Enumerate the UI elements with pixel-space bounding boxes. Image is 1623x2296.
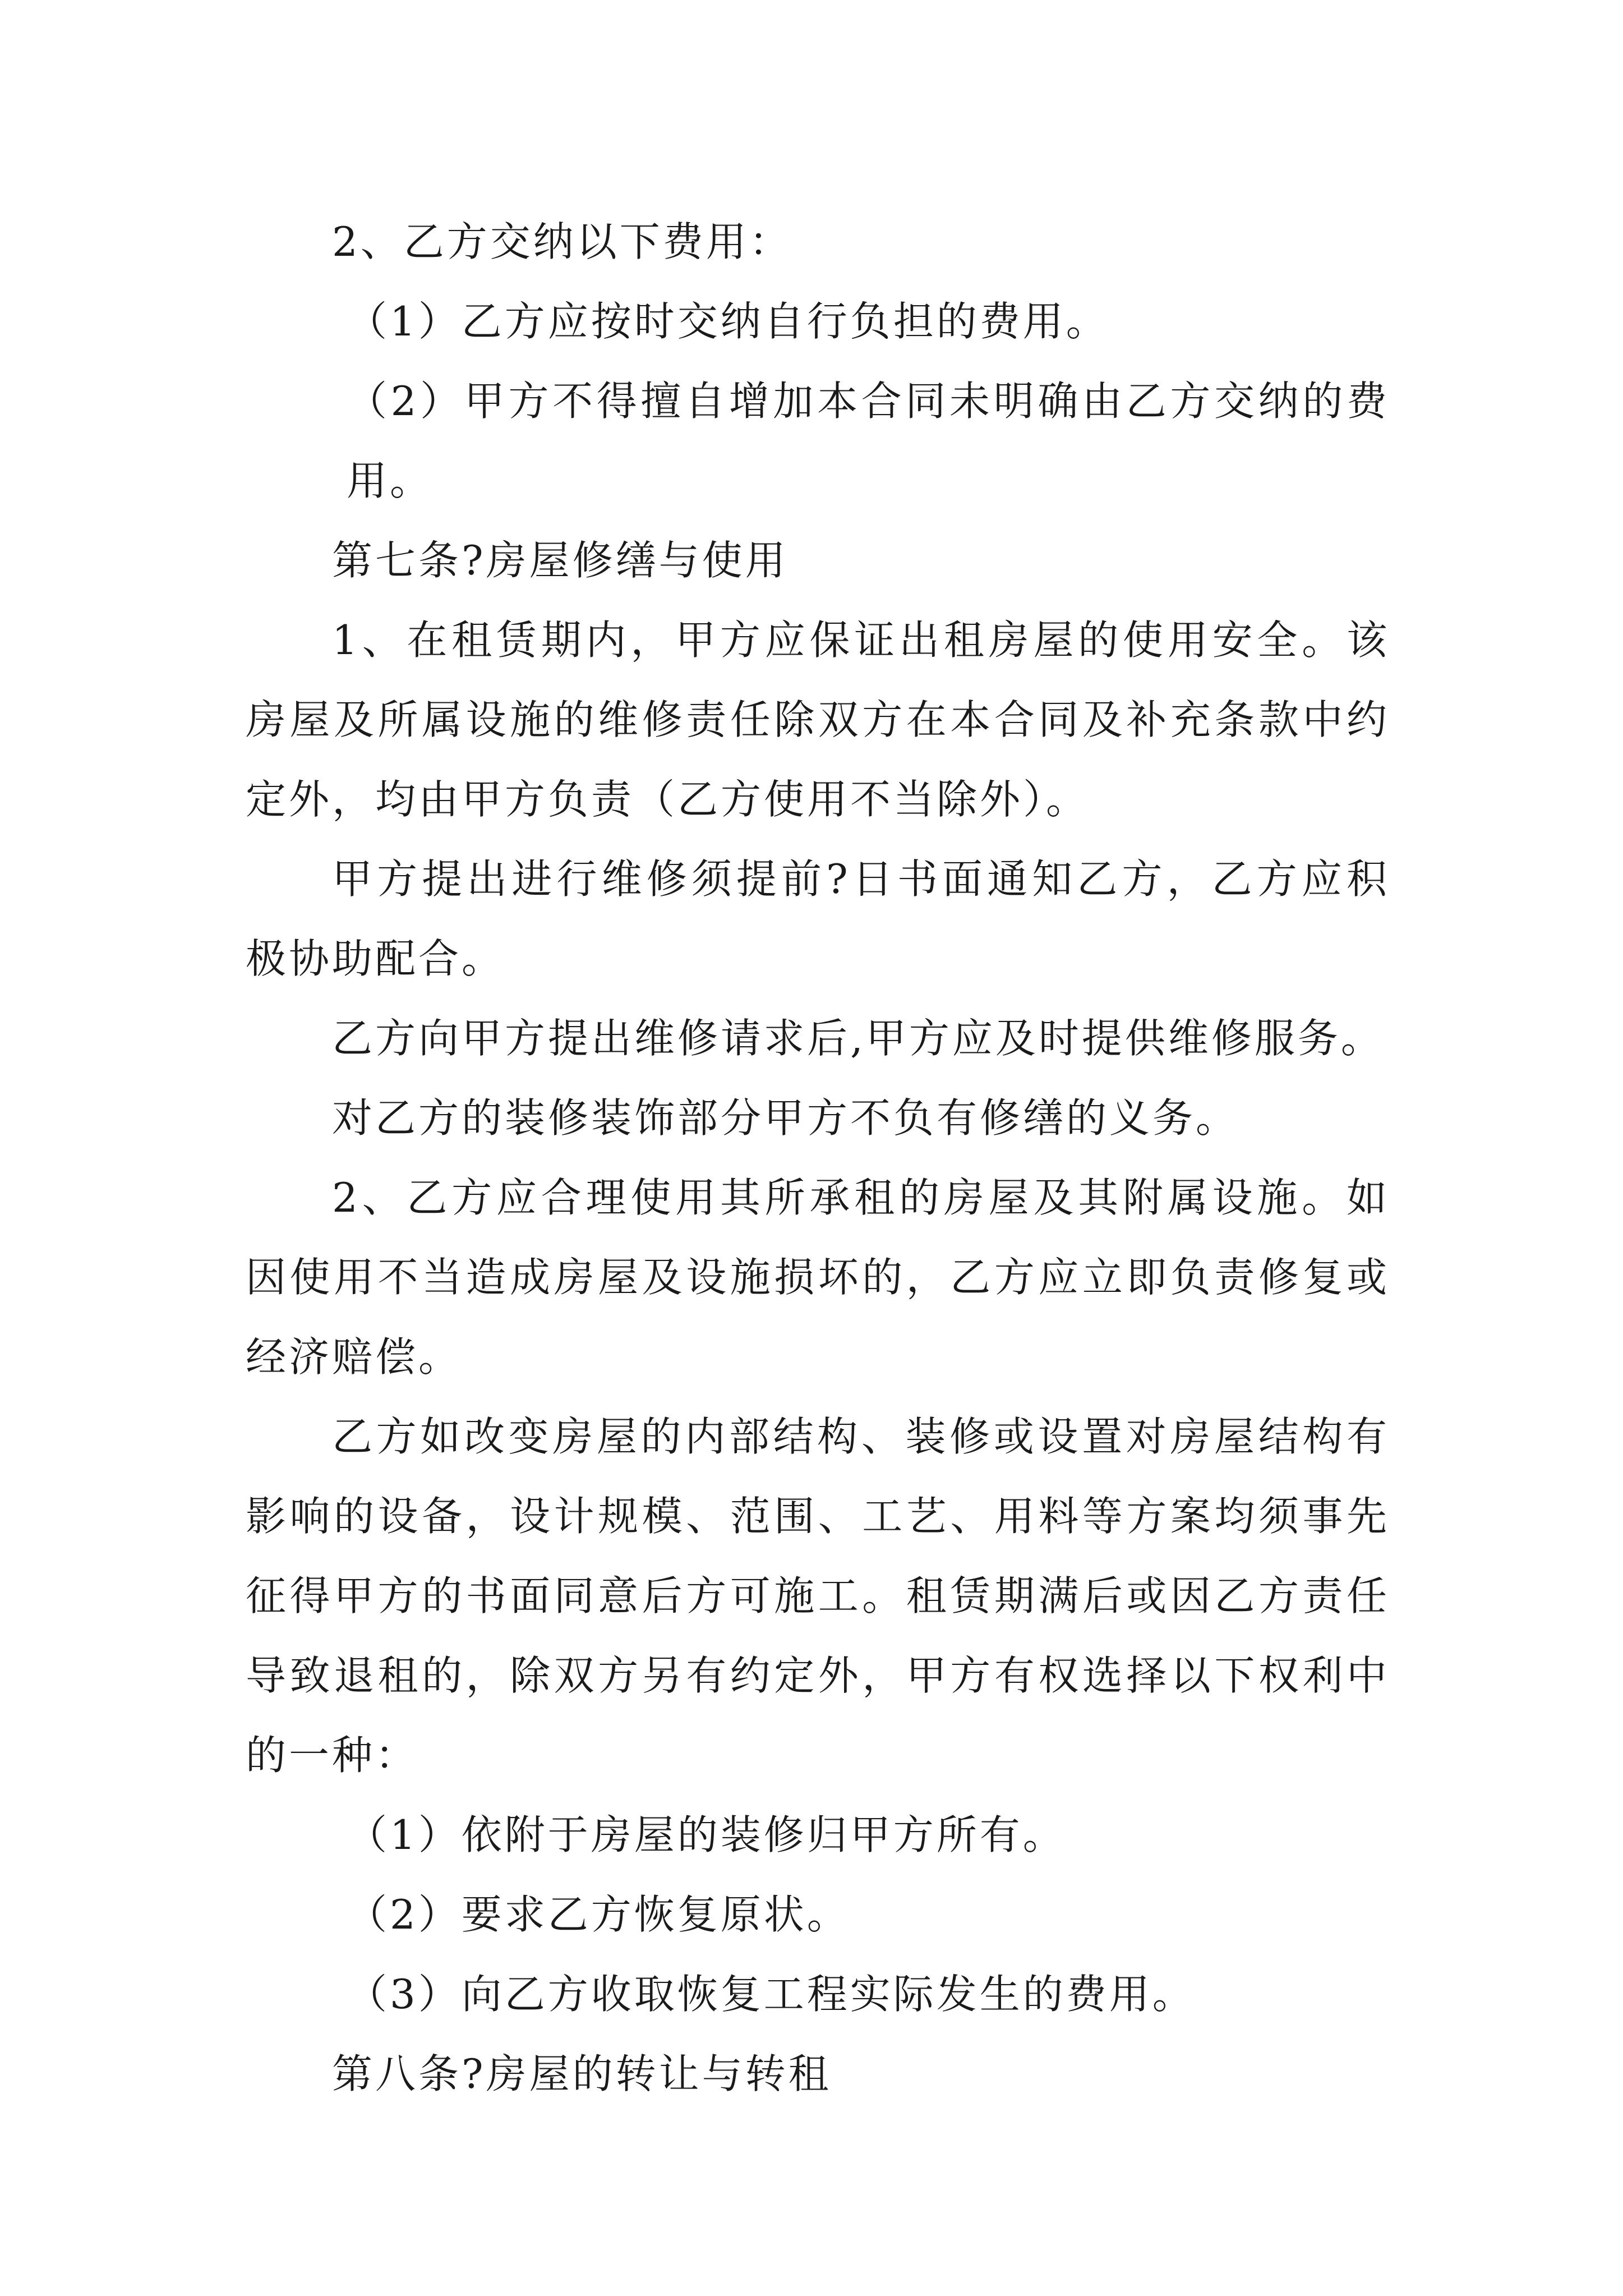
paragraph-option-3: （3）向乙方收取恢复工程实际发生的费用。 bbox=[347, 1971, 1196, 2018]
document-body bbox=[246, 202, 1390, 2114]
paragraph-option-2: （2）要求乙方恢复原状。 bbox=[347, 1891, 850, 1938]
paragraph-repair-request: 乙方向甲方提出维修请求后,甲方应及时提供维修服务。 bbox=[332, 1015, 1384, 1062]
paragraph-structural-change: 乙方如改变房屋的内部结构、装修或设置对房屋结构有影响的设备，设计规模、范围、工艺、用料等方案均须事先征得甲方的书面同意后方可施工。租赁期满后或因乙方责任导致退租的，除双方另有约定外，甲方有权选择以下权利中的一种： bbox=[246, 1413, 1390, 1779]
paragraph-fee-item-2: （2）甲方不得擅自增加本合同未明确由乙方交纳的费用。 bbox=[347, 378, 1390, 504]
paragraph-decoration-repair: 对乙方的装修装饰部分甲方不负有修缮的义务。 bbox=[332, 1094, 1239, 1142]
heading-article-7: 第七条?房屋修缮与使用 bbox=[332, 537, 789, 584]
paragraph-repair-responsibility: 1、在租赁期内，甲方应保证出租房屋的使用安全。该房屋及所属设施的维修责任除双方在本合同及补充条款中约定外，均由甲方负责（乙方使用不当除外）。 bbox=[246, 616, 1390, 823]
paragraph-fee-items: 2、乙方交纳以下费用： bbox=[332, 218, 792, 265]
paragraph-option-1: （1）依附于房屋的装修归甲方所有。 bbox=[347, 1811, 1066, 1858]
heading-article-8: 第八条?房屋的转让与转租 bbox=[332, 2050, 832, 2097]
paragraph-repair-notice: 甲方提出进行维修须提前?日书面通知乙方，乙方应积极协助配合。 bbox=[246, 855, 1390, 982]
paragraph-reasonable-use: 2、乙方应合理使用其所承租的房屋及其附属设施。如因使用不当造成房屋及设施损坏的，乙方应立即负责修复或经济赔偿。 bbox=[246, 1174, 1390, 1381]
paragraph-fee-item-1: （1）乙方应按时交纳自行负担的费用。 bbox=[347, 298, 1109, 345]
